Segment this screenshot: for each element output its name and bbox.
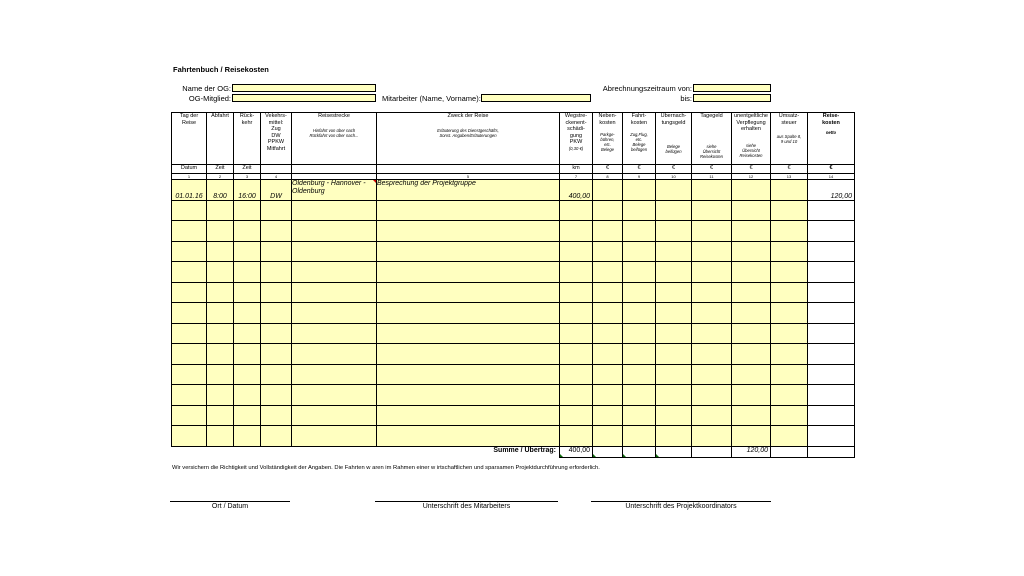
unit-row: Datum Zeit Zeit km € € € € € € €: [172, 165, 855, 174]
cell-empty[interactable]: [732, 180, 771, 201]
sum-neben: [593, 446, 623, 457]
cell-empty[interactable]: [593, 180, 623, 201]
header-zweck: Zweck der Reise Erläuterung des Dienstgeschäfts, Sonst. Angaben/Erläuterungen: [377, 113, 560, 165]
cell-datum[interactable]: 01.01.16: [172, 180, 207, 201]
cell-empty[interactable]: [656, 180, 692, 201]
header-reisekosten: Reise- kosten netto: [808, 113, 855, 165]
zeitraum-von-field[interactable]: [693, 84, 771, 92]
signature-line-ort: [170, 501, 290, 502]
name-og-label: Name der OG:: [182, 84, 231, 93]
cell-verkehrsmittel[interactable]: DW: [261, 180, 292, 201]
comment-marker: [373, 180, 376, 183]
og-mitglied-label: OG-Mitglied:: [188, 94, 231, 103]
table-row[interactable]: [172, 282, 855, 303]
sum-umsatz: [771, 446, 808, 457]
cell-km[interactable]: 400,00: [560, 180, 593, 201]
header-tagegeld: Tagegeld siehe Übersicht Reisekosten: [692, 113, 732, 165]
table-row[interactable]: [172, 323, 855, 344]
header-wegstrecke: Wegstre- ckenent- schädi- gung PKW (0,30 €): [560, 113, 593, 165]
header-rueckkehr: Rück- kehr: [234, 113, 261, 165]
header-tag: Tag der Reise: [172, 113, 207, 165]
mitarbeiter-field[interactable]: [481, 94, 591, 102]
column-number-row: 1 2 3 4 5 7 8 9 10 11 12 13 14: [172, 174, 855, 180]
signature-label-mitarbeiter: Unterschrift des Mitarbeiters: [422, 503, 511, 510]
name-og-field[interactable]: [232, 84, 376, 92]
signature-label-koordinator: Unterschrift des Projektkoordinators: [625, 503, 737, 510]
table-row[interactable]: [172, 364, 855, 385]
confirmation-text: Wir versichern die Richtigkeit und Vollständigkeit der Angaben. Die Fahrten w aren im Rahmen einer w irtschaftlichen und sparsamen Projektdurchführung erforderlich.: [172, 465, 600, 471]
cell-zweck[interactable]: Besprechung der Projektgruppe: [377, 180, 560, 201]
table-row[interactable]: [172, 200, 855, 221]
header-nebenkosten: Neben- kosten Parkge- bühren, etc. Belege: [593, 113, 623, 165]
table-row[interactable]: [172, 426, 855, 447]
sum-reisekosten: [808, 446, 855, 457]
cell-strecke[interactable]: Oldenburg - Hannover - Oldenburg: [292, 180, 377, 201]
cell-rueckkehr[interactable]: 16:00: [234, 180, 261, 201]
table-row[interactable]: [172, 180, 855, 201]
og-mitglied-field[interactable]: [232, 94, 376, 102]
header-reisestrecke: Reisestrecke Hinfahrt von über nach Rückfahrt von über nach...: [292, 113, 377, 165]
header-verkehrsmittel: Vekehrs- mittel: Zug DW PPKW Mitfahrt: [261, 113, 292, 165]
green-marker: [623, 454, 626, 457]
signature-line-koordinator: [591, 501, 771, 502]
sum-uebernacht: [656, 446, 692, 457]
sum-km: 400,00: [560, 446, 593, 457]
sum-label: Summe / Übertrag:: [172, 446, 560, 457]
table-row[interactable]: [172, 385, 855, 406]
cell-empty[interactable]: [623, 180, 656, 201]
green-marker: [560, 454, 563, 457]
table-row[interactable]: [172, 344, 855, 365]
table-row[interactable]: [172, 241, 855, 262]
sum-tagegeld: [692, 446, 732, 457]
sum-row: [172, 446, 855, 457]
cell-reisekosten: 120,00: [808, 180, 855, 201]
signature-line-mitarbeiter: [375, 501, 558, 502]
table-row[interactable]: [172, 303, 855, 324]
travel-expense-table: [171, 112, 855, 458]
header-verpflegung: unentgeltliche Verpflegung erhalten siehe Übersicht Reisekosten: [732, 113, 771, 165]
signature-label-ort: Ort / Datum: [211, 503, 249, 510]
sum-fahrt: [623, 446, 656, 457]
bis-label: bis:: [680, 94, 692, 103]
cell-abfahrt[interactable]: 8:00: [207, 180, 234, 201]
page-title: Fahrtenbuch / Reisekosten: [173, 65, 269, 74]
cell-empty[interactable]: [692, 180, 732, 201]
table-row[interactable]: [172, 221, 855, 242]
cell-empty[interactable]: [771, 180, 808, 201]
header-abfahrt: Abfahrt: [207, 113, 234, 165]
mitarbeiter-label: Mitarbeiter (Name, Vorname):: [382, 94, 481, 103]
bis-field[interactable]: [693, 94, 771, 102]
zeitraum-von-label: Abrechnungszeitraum von:: [602, 84, 692, 93]
header-uebernachtung: Übernach- tungsgeld Belege beifügen: [656, 113, 692, 165]
green-marker: [593, 454, 596, 457]
sum-verpflegung: 120,00: [732, 446, 771, 457]
table-row[interactable]: [172, 262, 855, 283]
table-row[interactable]: [172, 405, 855, 426]
header-fahrtkosten: Fahrt- kosten Zug,Flug, etc. Belege beifügen: [623, 113, 656, 165]
header-umsatzsteuer: Umsatz- steuer aus Spalte 8, 9 und 10: [771, 113, 808, 165]
green-marker: [656, 454, 659, 457]
